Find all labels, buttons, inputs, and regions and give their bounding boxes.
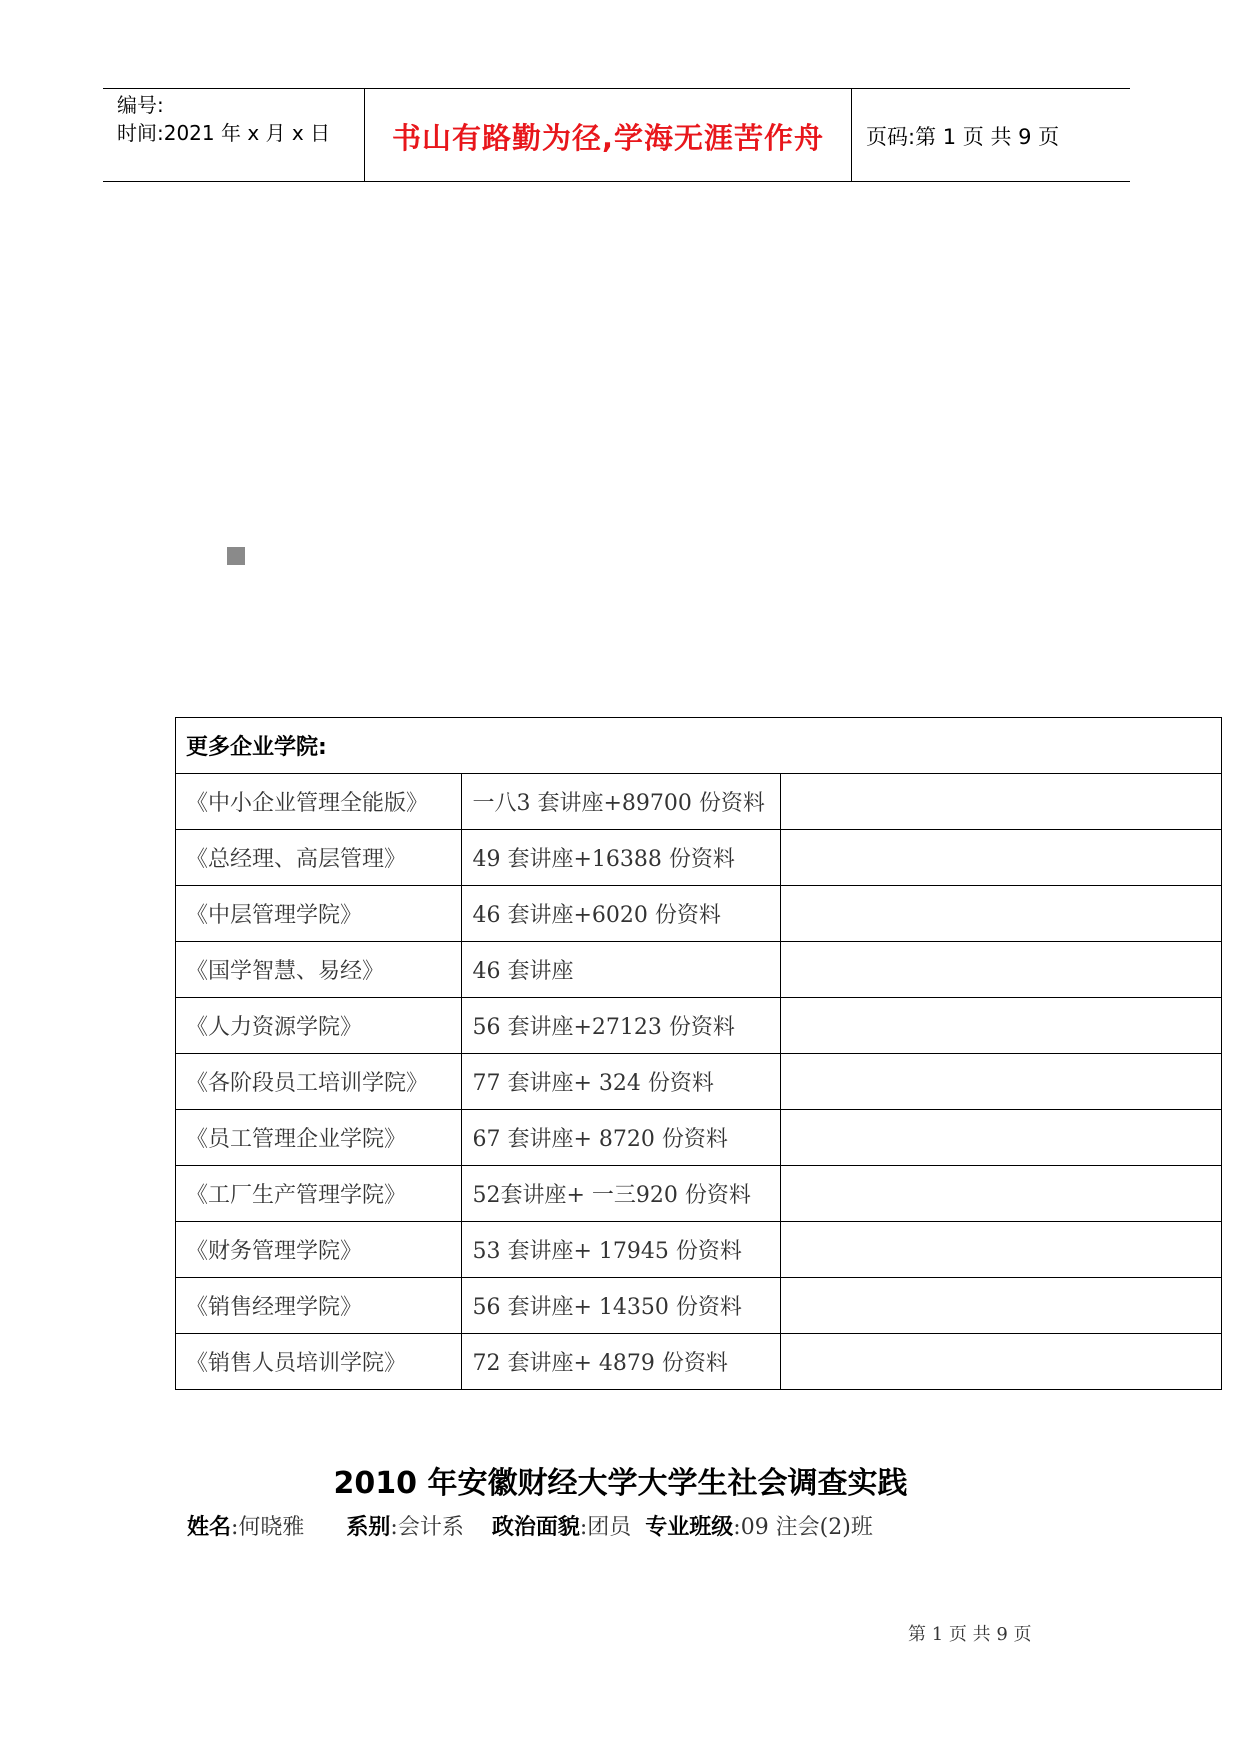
college-name-cell: 《总经理、高层管理》 [176, 830, 462, 886]
college-extra-cell [781, 1054, 1222, 1110]
table-row [176, 998, 1222, 1054]
college-extra-cell [781, 1166, 1222, 1222]
college-desc-cell: 46 套讲座+6020 份资料 [462, 886, 781, 942]
college-desc-cell: 56 套讲座+27123 份资料 [462, 998, 781, 1054]
college-name-cell: 《销售人员培训学院》 [176, 1334, 462, 1390]
college-extra-cell [781, 1110, 1222, 1166]
table-heading-row [176, 718, 1222, 774]
table-row [176, 1334, 1222, 1390]
dept-value: :会计系 [390, 1515, 464, 1540]
college-desc-cell: 46 套讲座 [462, 942, 781, 998]
college-extra-cell [781, 886, 1222, 942]
name-value: :何晓雅 [231, 1515, 305, 1540]
college-desc-cell: 67 套讲座+ 8720 份资料 [462, 1110, 781, 1166]
college-desc-cell: 49 套讲座+16388 份资料 [462, 830, 781, 886]
college-name-cell: 《销售经理学院》 [176, 1278, 462, 1334]
header-page-label: 页码:第 1 页 共 9 页 [866, 125, 1060, 149]
political-value: :团员 [579, 1515, 632, 1540]
college-desc-cell: 一八3 套讲座+89700 份资料 [462, 774, 781, 830]
table-row [176, 1054, 1222, 1110]
header-time: 时间:2021 年 x 月 x 日 [117, 121, 331, 145]
table-row [176, 774, 1222, 830]
header-number: 编号: [117, 93, 164, 117]
college-name-cell: 《员工管理企业学院》 [176, 1110, 462, 1166]
table-row [176, 1166, 1222, 1222]
college-desc-cell: 56 套讲座+ 14350 份资料 [462, 1278, 781, 1334]
header-meta [103, 89, 365, 181]
college-extra-cell [781, 830, 1222, 886]
college-desc-cell: 53 套讲座+ 17945 份资料 [462, 1222, 781, 1278]
college-table [175, 717, 1222, 1390]
college-extra-cell [781, 1278, 1222, 1334]
table-heading: 更多企业学院: [176, 718, 1222, 774]
college-extra-cell [781, 774, 1222, 830]
document-title: 2010 年安徽财经大学大学生社会调查实践 [333, 1466, 908, 1501]
table-row [176, 942, 1222, 998]
gray-square-marker [227, 547, 245, 565]
page-footer: 第 1 页 共 9 页 [908, 1624, 1032, 1645]
document-header [103, 88, 1130, 182]
header-motto-cell [365, 89, 852, 181]
college-extra-cell [781, 1222, 1222, 1278]
student-info [187, 1510, 873, 1541]
college-name-cell: 《国学智慧、易经》 [176, 942, 462, 998]
table-row [176, 830, 1222, 886]
dept-label: 系别 [346, 1515, 391, 1540]
table-row [176, 886, 1222, 942]
college-name-cell: 《人力资源学院》 [176, 998, 462, 1054]
header-motto: 书山有路勤为径,学海无涯苦作舟 [391, 121, 825, 155]
college-extra-cell [781, 942, 1222, 998]
college-name-cell: 《中层管理学院》 [176, 886, 462, 942]
college-name-cell: 《各阶段员工培训学院》 [176, 1054, 462, 1110]
header-page [852, 89, 1130, 181]
table-row [176, 1110, 1222, 1166]
college-name-cell: 《工厂生产管理学院》 [176, 1166, 462, 1222]
political-label: 政治面貌 [491, 1515, 580, 1540]
college-desc-cell: 52套讲座+ 一三920 份资料 [462, 1166, 781, 1222]
college-desc-cell: 72 套讲座+ 4879 份资料 [462, 1334, 781, 1390]
college-desc-cell: 77 套讲座+ 324 份资料 [462, 1054, 781, 1110]
table-row [176, 1278, 1222, 1334]
table-row [176, 1222, 1222, 1278]
name-label: 姓名 [187, 1515, 232, 1540]
college-name-cell: 《中小企业管理全能版》 [176, 774, 462, 830]
class-value: :09 注会(2)班 [733, 1515, 873, 1540]
college-name-cell: 《财务管理学院》 [176, 1222, 462, 1278]
class-label: 专业班级 [645, 1515, 734, 1540]
college-extra-cell [781, 1334, 1222, 1390]
college-extra-cell [781, 998, 1222, 1054]
